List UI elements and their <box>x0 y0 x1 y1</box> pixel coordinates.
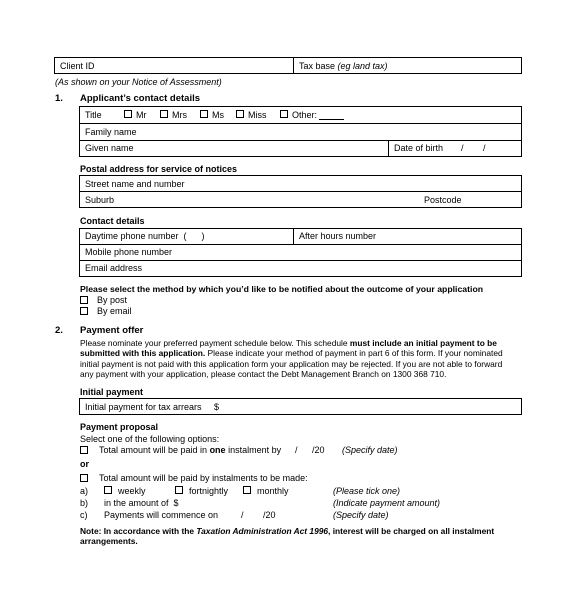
option1-specify-date: (Specify date) <box>342 445 398 455</box>
initial-payment-label: Initial payment for tax arrears $ <box>85 402 220 412</box>
payment-intro: Please nominate your preferred payment schedule below. This schedule must include an initial payment to be submitted with this application. Please indicate your method of payment in part 6 of this form. If your nominated initial payment is not paid with this application form your application may be rejected. If you are not able to forward any payment with your application, please contact the Debt Management Branch on 1300 368 710. <box>80 338 503 380</box>
title-other-label: Other: <box>292 110 318 120</box>
title-mr-checkbox[interactable] <box>124 110 132 118</box>
monthly-checkbox[interactable] <box>243 486 251 494</box>
or-label: or <box>80 459 89 469</box>
tick-note: (Please tick one) <box>333 486 401 496</box>
notify-heading: Please select the method by which you’d like to be notified about the outcome of your application <box>80 284 484 294</box>
client-id-field[interactable] <box>54 57 522 74</box>
title-ms-label: Ms <box>212 110 224 120</box>
dob-label: Date of birth <box>394 143 444 153</box>
tax-base-label: Tax base (eg land tax) <box>299 61 388 71</box>
section2-title: Payment offer <box>80 325 144 336</box>
client-id-label: Client ID <box>60 61 95 71</box>
section2-number: 2. <box>55 325 63 336</box>
title-mr-label: Mr <box>136 110 147 120</box>
section1-number: 1. <box>55 93 63 104</box>
title-label: Title <box>85 110 102 120</box>
divider <box>293 57 294 74</box>
by-email-checkbox[interactable] <box>80 307 88 315</box>
email-label: Email address <box>85 263 143 273</box>
a-label: a) <box>80 486 89 496</box>
row-divider <box>79 244 522 245</box>
select-options-text: Select one of the following options: <box>80 434 220 444</box>
title-ms-checkbox[interactable] <box>200 110 208 118</box>
title-other-input[interactable] <box>319 119 344 120</box>
commence-date-sep: / <box>241 510 244 520</box>
option1-date-sep: / <box>295 445 298 455</box>
title-miss-label: Miss <box>248 110 267 120</box>
suburb-label: Suburb <box>85 195 115 205</box>
interest-note: Note: In accordance with the Taxation Administration Act 1996, interest will be charged on all instalment arrangements. <box>80 526 495 547</box>
contact-heading: Contact details <box>80 216 145 226</box>
dob-separator: / <box>461 143 464 153</box>
amount-note: (Indicate payment amount) <box>333 498 441 508</box>
option1-date-year: /20 <box>312 445 325 455</box>
weekly-checkbox[interactable] <box>104 486 112 494</box>
by-post-checkbox[interactable] <box>80 296 88 304</box>
option2-checkbox[interactable] <box>80 474 88 482</box>
fortnightly-label: fortnightly <box>189 486 229 496</box>
divider <box>388 140 389 157</box>
street-label: Street name and number <box>85 179 185 189</box>
fortnightly-checkbox[interactable] <box>175 486 183 494</box>
commence-note: (Specify date) <box>333 510 389 520</box>
postal-heading: Postal address for service of notices <box>80 164 238 174</box>
row-divider <box>79 260 522 261</box>
c-label: c) <box>80 510 88 520</box>
title-other-checkbox[interactable] <box>280 110 288 118</box>
mobile-label: Mobile phone number <box>85 247 173 257</box>
daytime-phone-label: Daytime phone number ( ) <box>85 231 205 241</box>
assessment-note: (As shown on your Notice of Assessment) <box>55 77 222 87</box>
title-mrs-label: Mrs <box>172 110 187 120</box>
initial-payment-heading: Initial payment <box>80 387 144 397</box>
option1-label: Total amount will be paid in one instalment by <box>99 445 282 455</box>
row-divider <box>79 191 522 192</box>
by-email-label: By email <box>97 306 132 316</box>
title-miss-checkbox[interactable] <box>236 110 244 118</box>
weekly-label: weekly <box>118 486 146 496</box>
b-label: b) <box>80 498 89 508</box>
by-post-label: By post <box>97 295 128 305</box>
title-mrs-checkbox[interactable] <box>160 110 168 118</box>
given-name-label: Given name <box>85 143 134 153</box>
option2-label: Total amount will be paid by instalments to be made: <box>99 473 308 483</box>
payment-proposal-heading: Payment proposal <box>80 422 159 432</box>
option1-checkbox[interactable] <box>80 446 88 454</box>
commence-label: Payments will commence on <box>104 510 219 520</box>
family-name-label: Family name <box>85 127 137 137</box>
divider <box>293 228 294 244</box>
commence-date-year: /20 <box>263 510 276 520</box>
row-divider <box>79 123 522 124</box>
monthly-label: monthly <box>257 486 289 496</box>
section1-title: Applicant’s contact details <box>80 93 201 104</box>
dob-separator: / <box>483 143 486 153</box>
postcode-label: Postcode <box>424 195 462 205</box>
row-divider <box>79 140 522 141</box>
amount-label: in the amount of $ <box>104 498 179 508</box>
after-hours-label: After hours number <box>299 231 377 241</box>
